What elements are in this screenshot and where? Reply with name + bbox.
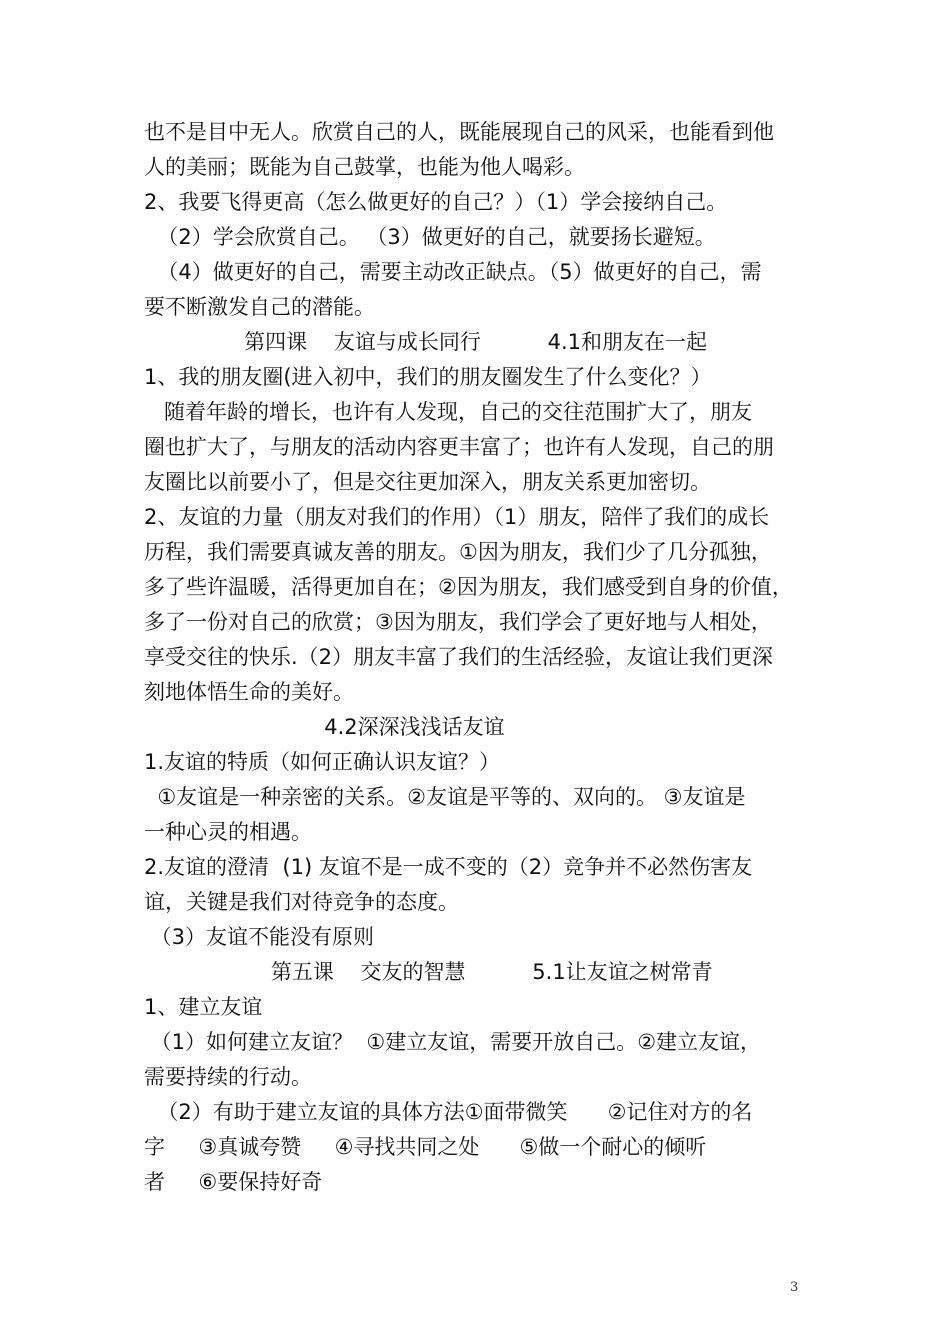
text-line: 享受交往的快乐.（2）朋友丰富了我们的生活经验，友谊让我们更深 [144,645,774,669]
text-line: 多了一份对自己的欣赏；③因为朋友，我们学会了更好地与人相处， [144,610,772,634]
text-line: 1、建立友谊 [144,995,263,1019]
text-line: 一种心灵的相遇。 [144,820,312,844]
text-line: 历程，我们需要真诚友善的朋友。①因为朋友，我们少了几分孤独， [144,540,772,564]
section-heading: 第五课 交友的智慧 5.1让友谊之树常青 [144,960,713,984]
text-line: 1、我的朋友圈(进入初中，我们的朋友圈发生了什么变化？） [144,365,712,389]
text-line: 圈也扩大了，与朋友的活动内容更丰富了；也许有人发现，自己的朋 [144,435,774,459]
text-line: 多了些许温暖，活得更加自在；②因为朋友，我们感受到自身的价值， [144,575,793,599]
text-line: （4）做更好的自己，需要主动改正缺点。（5）做更好的自己，需 [144,260,762,284]
text-line: 也不是目中无人。欣赏自己的人，既能展现自己的风采，也能看到他 [144,120,774,144]
text-line: （3）友谊不能没有原则 [144,925,375,949]
section-heading: 4.2深深浅浅话友谊 [144,715,505,739]
text-line: 需要持续的行动。 [144,1065,312,1089]
text-line: ①友谊是一种亲密的关系。②友谊是平等的、双向的。 ③友谊是 [144,785,746,809]
text-line: 者 ⑥要保持好奇 [144,1170,323,1194]
text-line: （2）学会欣赏自己。 （3）做更好的自己，就要扬长避短。 [144,225,716,249]
text-line: 谊，关键是我们对待竞争的态度。 [144,890,459,914]
text-line: 要不断激发自己的潜能。 [144,295,375,319]
text-line: 字 ③真诚夸赞 ④寻找共同之处 ⑤做一个耐心的倾听 [144,1135,707,1159]
text-line: 2、友谊的力量（朋友对我们的作用）（1）朋友，陪伴了我们的成长 [144,505,770,529]
text-line: （1）如何建立友谊？ ①建立友谊，需要开放自己。②建立友谊， [144,1030,762,1054]
section-heading: 第四课 友谊与成长同行 4.1和朋友在一起 [144,330,707,354]
text-line: 人的美丽；既能为自己鼓掌，也能为他人喝彩。 [144,155,585,179]
text-line: 刻地体悟生命的美好。 [144,680,354,704]
text-line: 友圈比以前要小了，但是交往更加深入，朋友关系更加密切。 [144,470,711,494]
text-line: 1.友谊的特质（如何正确认识友谊？） [144,750,501,774]
text-line: 2.友谊的澄清 (1) 友谊不是一成不变的（2）竞争并不必然伤害友 [144,855,753,879]
text-line: 2、我要飞得更高（怎么做更好的自己？）（1）学会接纳自己。 [144,190,728,214]
text-line: 随着年龄的增长，也许有人发现，自己的交往范围扩大了，朋友 [144,400,753,424]
text-line: （2）有助于建立友谊的具体方法①面带微笑 ②记住对方的名 [144,1100,753,1124]
page-number: 3 [790,1280,799,1295]
